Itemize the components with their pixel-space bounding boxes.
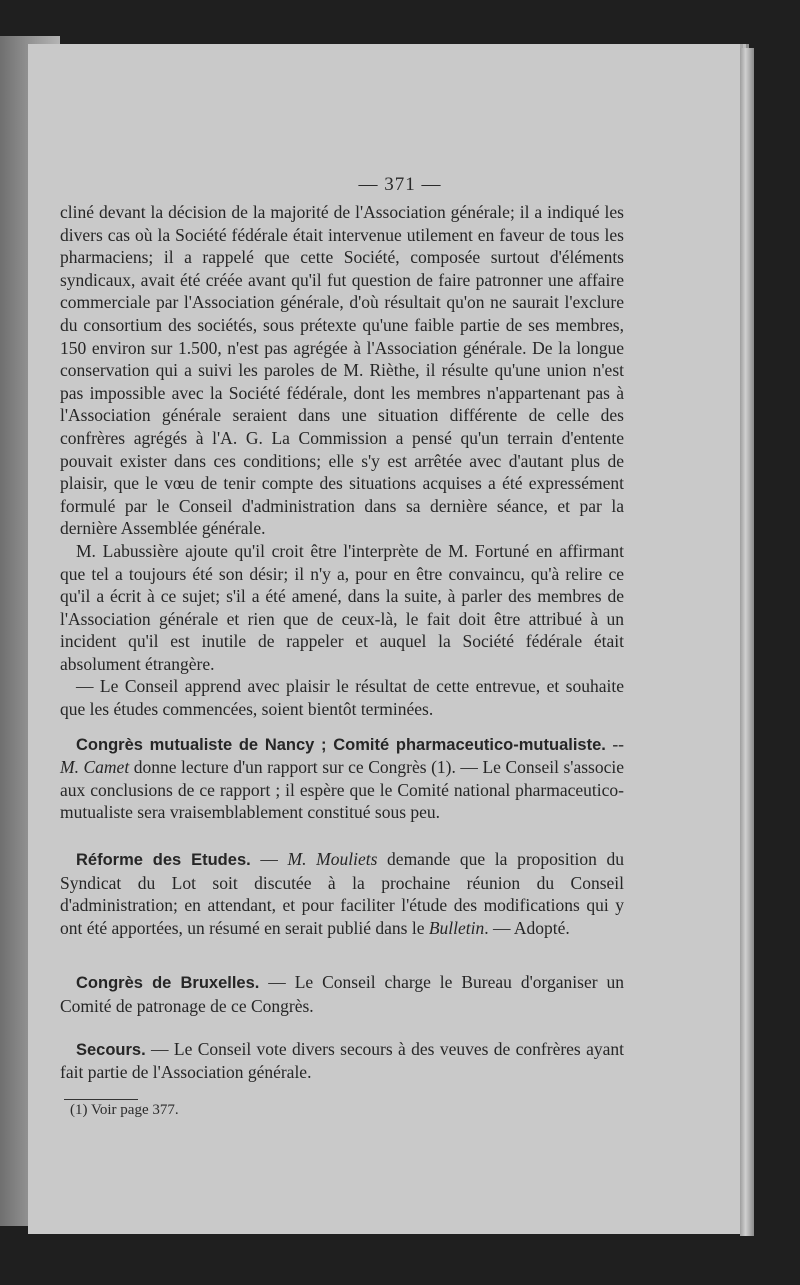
section-congres-nancy bbox=[60, 733, 624, 824]
footnote: (1) Voir page 377. bbox=[70, 1102, 179, 1118]
section-secours bbox=[60, 1038, 624, 1084]
section-heading-secours: Secours. bbox=[76, 1040, 146, 1059]
journal-title: Bulletin bbox=[428, 917, 485, 938]
footnote-rule bbox=[64, 1099, 138, 1100]
speaker-name: M. Mouliets bbox=[287, 849, 378, 870]
section-text: — Le Conseil charge le Bureau d'organiser un Comité de patronage de ce Congrès. bbox=[60, 972, 624, 1016]
page-stack-edge bbox=[740, 48, 754, 1236]
section-heading-congres-bruxelles: Congrès de Bruxelles. bbox=[76, 974, 260, 993]
page-number: — 371 — bbox=[358, 174, 442, 195]
speaker-name: M. Camet bbox=[60, 757, 130, 778]
section-lead: — bbox=[250, 849, 288, 870]
section-congres-bruxelles bbox=[60, 971, 624, 1017]
paragraph-labussiere: M. Labussière ajoute qu'il croit être l'interprète de M. Fortuné en affirmant que tel a toujours été son désir; il n'y a, pour en être convaincu, qu'à relire ce qu'il a écrit à ce sujet; s'il a été amené, dans la suite, à parler des membres de l'Association générale et rien que de ceux-là, le fait doit être attribué à un incident qu'il est inutile de rappeler et auquel la Société fédérale était absolument étrangère. bbox=[60, 540, 624, 674]
section-text: — Le Conseil vote divers secours à des veuves de confrères ayant fait partie de l'Association générale. bbox=[60, 1038, 624, 1083]
section-text: demande que la proposition du Syndicat du Lot soit discutée à la prochaine réunion du Conseil d'administration; en attendant, et pour faciliter l'étude des modifications qui y ont été apportées, un résumé en serait publié dans le bbox=[60, 849, 624, 938]
paragraph-conseil: — Le Conseil apprend avec plaisir le résultat de cette entrevue, et souhaite que les études commencées, soient bientôt terminées. bbox=[60, 676, 624, 720]
page-body bbox=[60, 201, 624, 1084]
section-tail: . — Adopté. bbox=[484, 917, 570, 938]
section-heading-congres-nancy: Congrès mutualiste de Nancy ; Comité pharmaceutico-mutualiste. bbox=[76, 735, 606, 754]
section-heading-reforme-etudes: Réforme des Etudes. bbox=[76, 851, 251, 870]
section-lead: -- bbox=[605, 733, 625, 754]
paragraph-continuation: cliné devant la décision de la majorité de l'Association générale; il a indiqué les divers cas où la Société fédérale était intervenue utilement en faveur de tous les pharmaciens; il a rappelé que cette Société, composée surtout d'éléments syndicaux, avait été créée avant qu'il fut question de faire patronner une affaire commerciale par l'Association générale, d'où résultait qu'on ne saurait l'exclure du consortium des sociétés, sous prétexte qu'une faible partie de ses membres, 150 environ sur 1.500, n'est pas agrégée à l'Association générale. De la longue conservation qui a suivi les paroles de M. Rièthe, il résulte qu'une union n'est pas impossible avec la Société fédérale, dont les membres n'appartenant pas à l'Association générale seraient dans une situation différente de celle des confrères agrégés à l'A. G. La Commission a pensé qu'un terrain d'entente pouvait exister dans ces conditions; elle s'y est arrêtée avec d'autant plus de plaisir, que le vœu de tenir compte des situations acquises a été expressément formulé par le Conseil d'administration dans sa dernière séance, et par la dernière Assemblée générale. bbox=[60, 202, 624, 539]
section-reforme-etudes bbox=[60, 848, 624, 939]
section-text: donne lecture d'un rapport sur ce Congrès (1). — Le Conseil s'associe aux conclusions de ce rapport ; il espère que le Comité national pharmaceutico-mutualiste sera vraisemblablement constitué sous peu. bbox=[60, 757, 624, 823]
